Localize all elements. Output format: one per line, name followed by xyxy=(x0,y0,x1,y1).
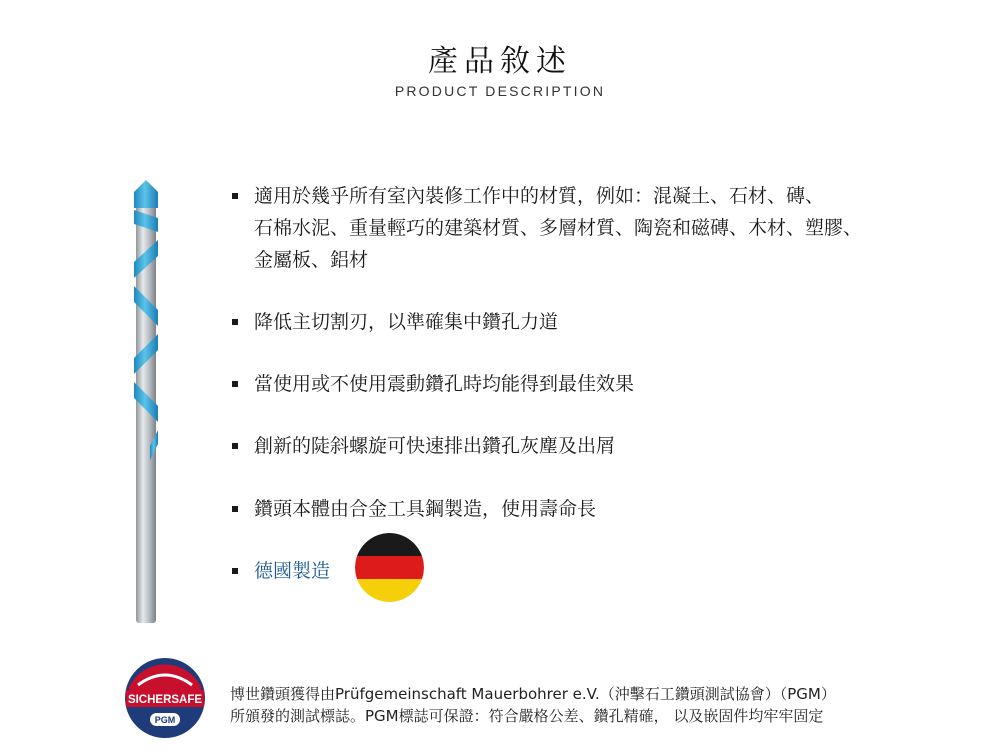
bullet-icon xyxy=(232,319,238,325)
certification-text xyxy=(230,683,950,727)
bullet-icon xyxy=(232,506,238,512)
sichersafe-pgm-badge xyxy=(124,657,206,739)
feature-line: 金屬板、鋁材 xyxy=(254,249,369,271)
feature-item xyxy=(232,493,932,525)
drill-bit-image xyxy=(126,178,166,628)
badge-main-text: SICHERSAFE xyxy=(127,694,203,706)
bullet-icon xyxy=(232,381,238,387)
feature-text: 鑽頭本體由合金工具鋼製造，使用壽命長 xyxy=(254,498,597,520)
german-flag-icon xyxy=(355,533,424,602)
page-subtitle: PRODUCT DESCRIPTION xyxy=(394,83,606,99)
bullet-icon xyxy=(232,193,238,199)
feature-item xyxy=(232,306,932,338)
feature-item xyxy=(232,368,932,400)
feature-line: 適用於幾乎所有室內裝修工作中的材質，例如：混凝土、石材、磚、 xyxy=(254,185,825,207)
certification-line: 博世鑽頭獲得由Prüfgemeinschaft Mauerbohrer e.V.（沖擊石工鑽頭測試協會）（PGM） xyxy=(230,685,836,703)
page-title: 產品敘述 xyxy=(428,44,572,79)
bullet-icon xyxy=(232,443,238,449)
feature-text: 降低主切割刃，以準確集中鑽孔力道 xyxy=(254,311,559,333)
bullet-icon xyxy=(232,568,238,574)
feature-item xyxy=(232,430,932,462)
badge-sub-text: PGM xyxy=(154,715,176,725)
feature-line: 石棉水泥、重量輕巧的建築材質、多層材質、陶瓷和磁磚、木材、塑膠、 xyxy=(254,217,863,239)
feature-text: 德國製造 xyxy=(254,560,331,582)
feature-text xyxy=(232,180,932,276)
feature-text: 創新的陡斜螺旋可快速排出鑽孔灰塵及出屑 xyxy=(254,435,616,457)
feature-item xyxy=(232,180,932,276)
feature-item-made-in xyxy=(232,555,932,587)
feature-text: 當使用或不使用震動鑽孔時均能得到最佳效果 xyxy=(254,373,635,395)
certification-line: 所頒發的測試標誌。PGM標誌可保證：符合嚴格公差、鑽孔精確， 以及嵌固件均牢牢固定 xyxy=(230,707,824,725)
